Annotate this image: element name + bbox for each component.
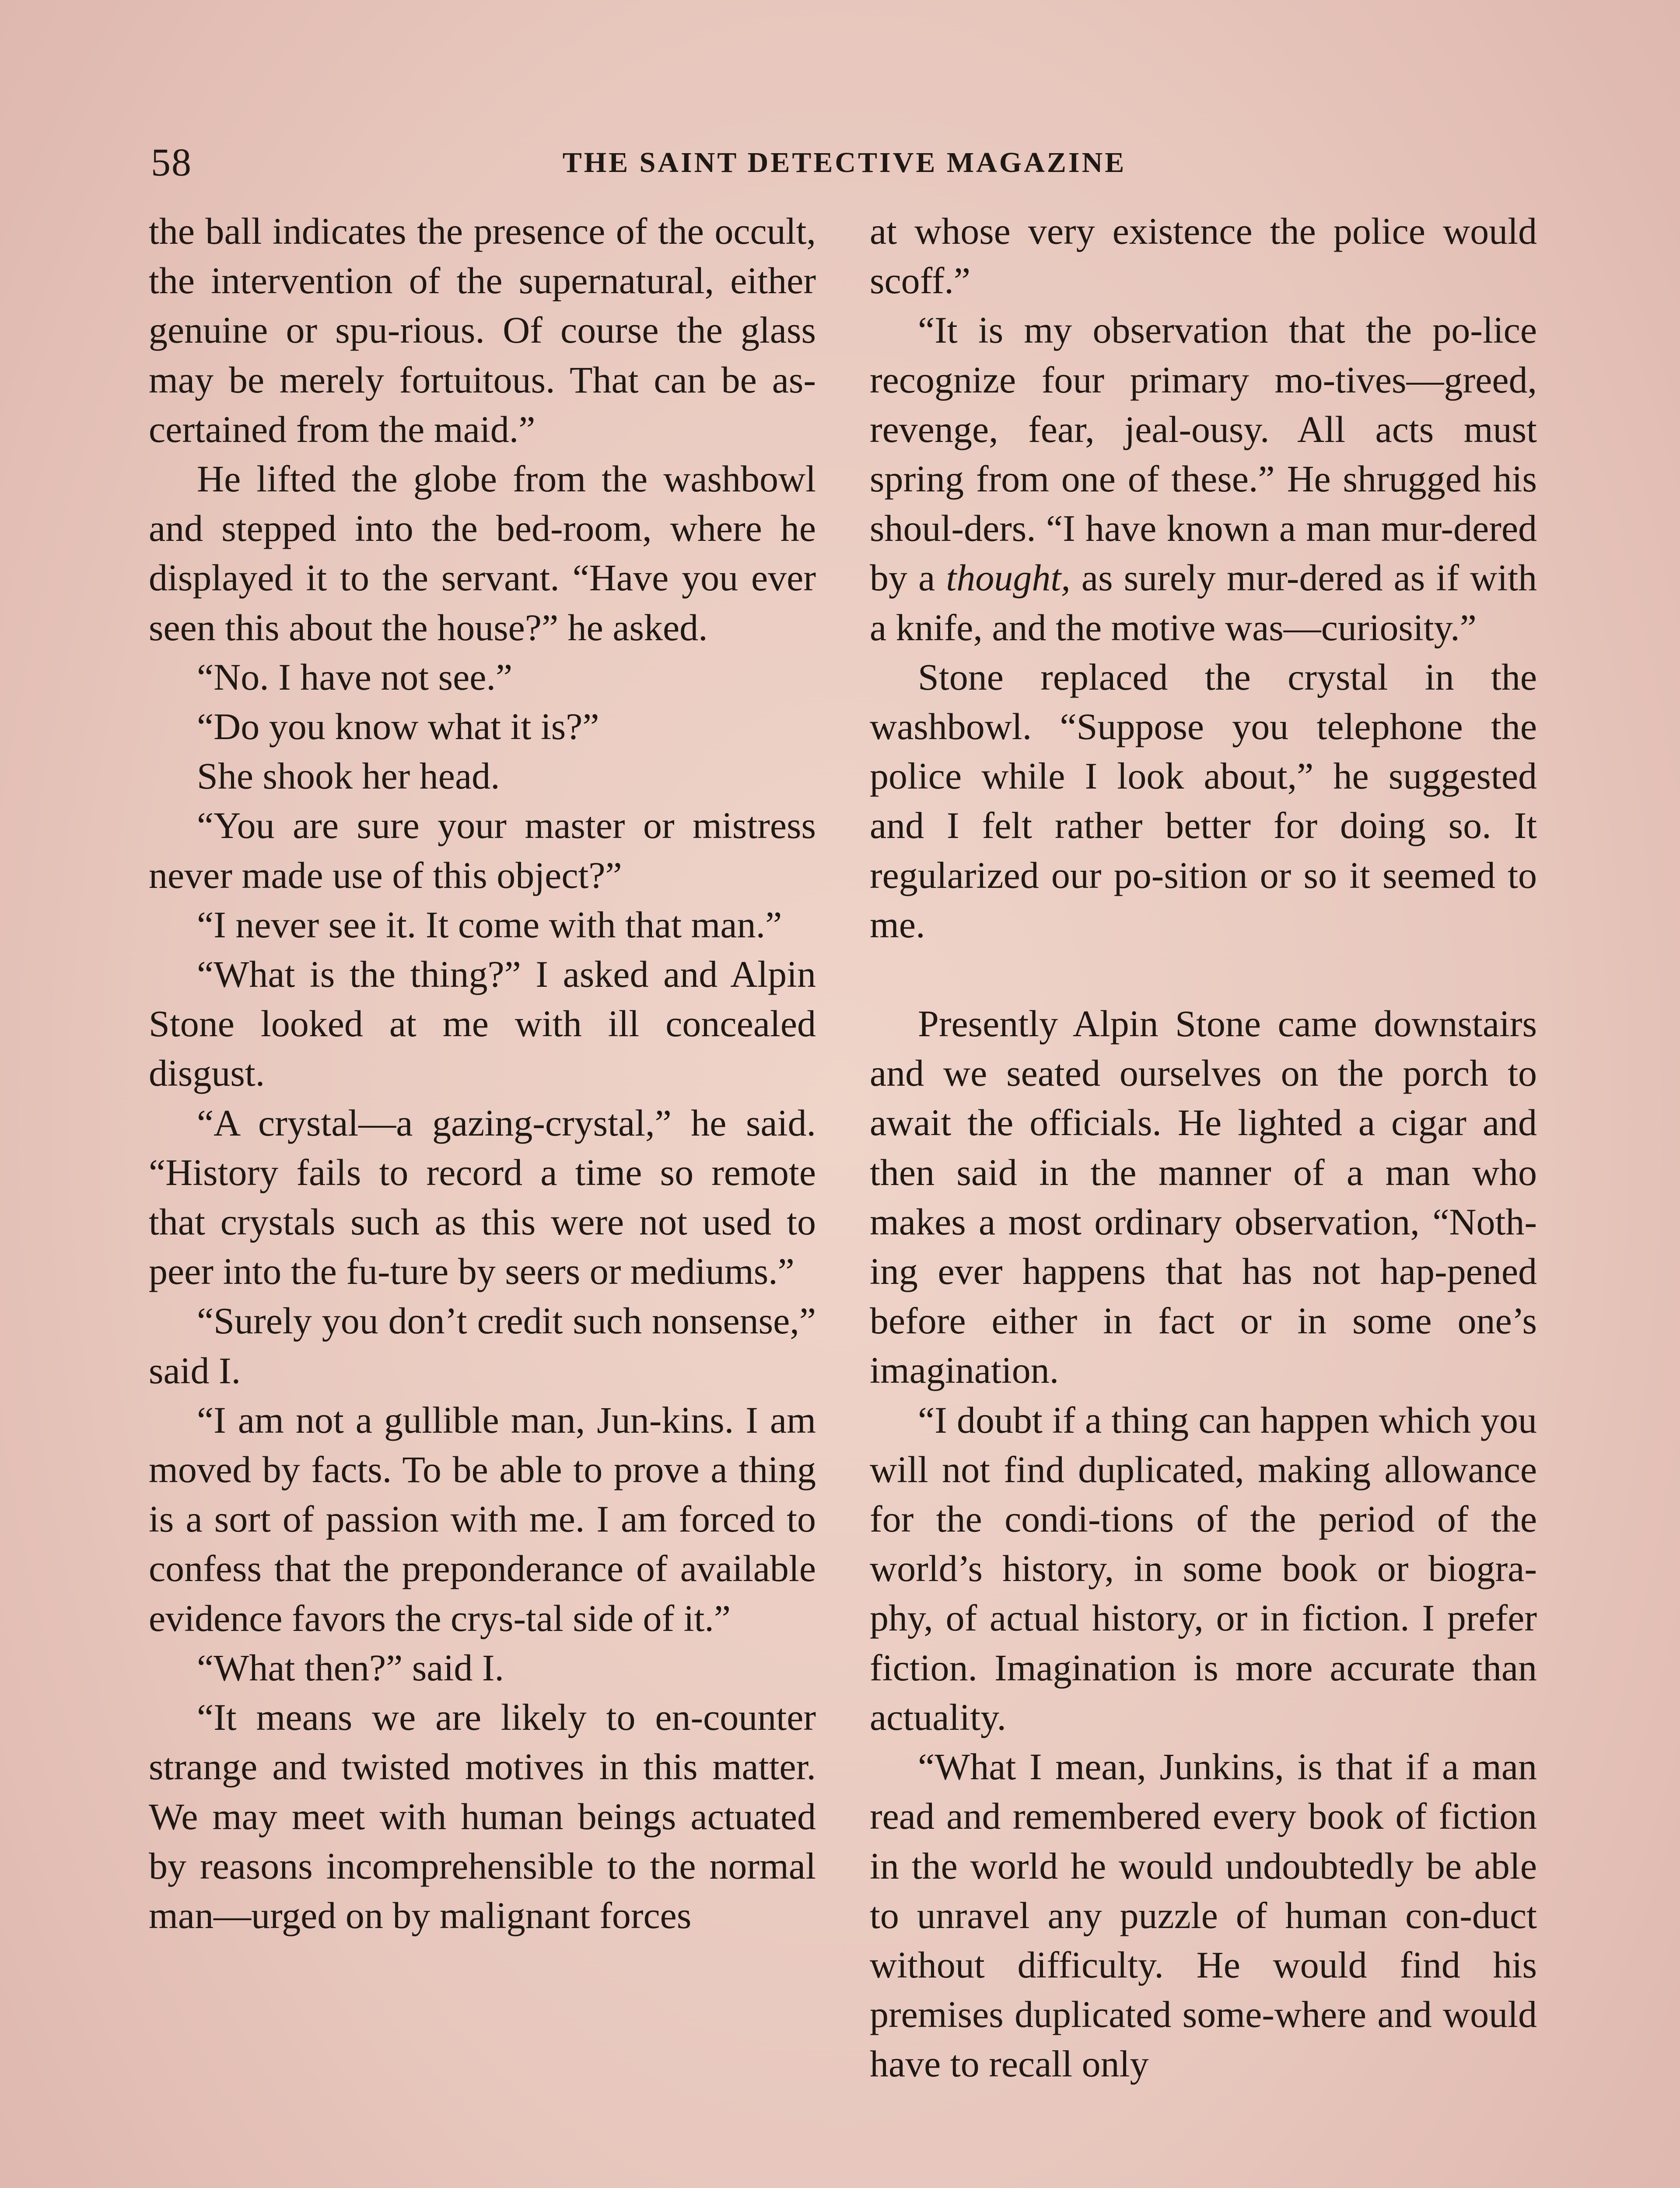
paragraph: He lifted the globe from the washbowl and stepped into the bed-room, where he displayed it to the servant. “Have you ever seen this about the house?” he asked. xyxy=(149,458,816,649)
paragraph: “What I mean, Junkins, is that if a man read and remembered every book of fiction in the world he would undoubtedly be able to unravel any puzzle of human con-duct without difficulty. He would find his premises duplicated some-where and would have to recall only xyxy=(870,1746,1537,2085)
paragraph: “It is my observation that the po-lice recognize four primary mo-tives—greed, revenge, fear, jeal-ousy. All acts must spring from one of these.” He shrugged his shoul-ders. “I have known a man mur-dered by a thought, as surely mur-dered as if with a knife, and the motive was—curiosity.” xyxy=(870,309,1537,649)
paragraph: “I never see it. It come with that man.” xyxy=(197,903,782,946)
running-title: THE SAINT DETECTIVE MAGAZINE xyxy=(562,147,1127,179)
paragraph: “What then?” said I. xyxy=(197,1646,504,1689)
paragraph: the ball indicates the presence of the occult, the intervention of the supernatural, either genuine or spu-rious. Of course the glass may be merely fortuitous. That can be as-certained from the maid.” xyxy=(149,210,816,450)
paragraph: Stone replaced the crystal in the washbowl. “Suppose you telephone the police while I look about,” he suggested and I felt rather better for doing so. It regularized our po-sition or so it seemed to me. xyxy=(870,656,1537,946)
paragraph: “It means we are likely to en-counter strange and twisted motives in this matter. We may meet with human beings actuated by reasons incomprehensible to the normal man—urged on by malignant forces xyxy=(149,1696,816,1936)
paragraph: “You are sure your master or mistress never made use of this object?” xyxy=(149,804,816,896)
paragraph: “No. I have not see.” xyxy=(197,656,513,698)
page-number: 58 xyxy=(151,141,192,184)
paragraph: “I am not a gullible man, Jun-kins. I am moved by facts. To be able to prove a thing is a sort of passion with me. I am forced to confess that the preponderance of available evidence favors the crys-tal side of it.” xyxy=(149,1399,816,1639)
paragraph: She shook her head. xyxy=(197,755,500,797)
page-header xyxy=(151,140,1538,188)
paragraph: “Surely you don’t credit such nonsense,” said I. xyxy=(149,1300,816,1392)
paragraph: “A crystal—a gazing-crystal,” he said. “History fails to record a time so remote that crystals such as this were not used to peer into the fu-ture by seers or mediums.” xyxy=(149,1101,816,1293)
paragraph: Presently Alpin Stone came downstairs and we seated ourselves on the porch to await the officials. He lighted a cigar and then said in the manner of a man who makes a most ordinary observation, “Noth-ing ever happens that has not hap-pened before either in fact or in some one’s imagination. xyxy=(870,1003,1537,1392)
paragraph: “I doubt if a thing can happen which you will not find duplicated, making allowance for the condi-tions of the period of the world’s history, in some book or biogra-phy, of actual history, or in fiction. I prefer fiction. Imagination is more accurate than actuality. xyxy=(870,1399,1537,1738)
paragraph: “Do you know what it is?” xyxy=(197,705,599,748)
paragraph: “What is the thing?” I asked and Alpin Stone looked at me with ill concealed disgust. xyxy=(149,953,816,1094)
right-text-column xyxy=(870,207,1537,2089)
paragraph: at whose very existence the police would scoff.” xyxy=(870,210,1537,302)
left-text-column xyxy=(149,207,816,1940)
